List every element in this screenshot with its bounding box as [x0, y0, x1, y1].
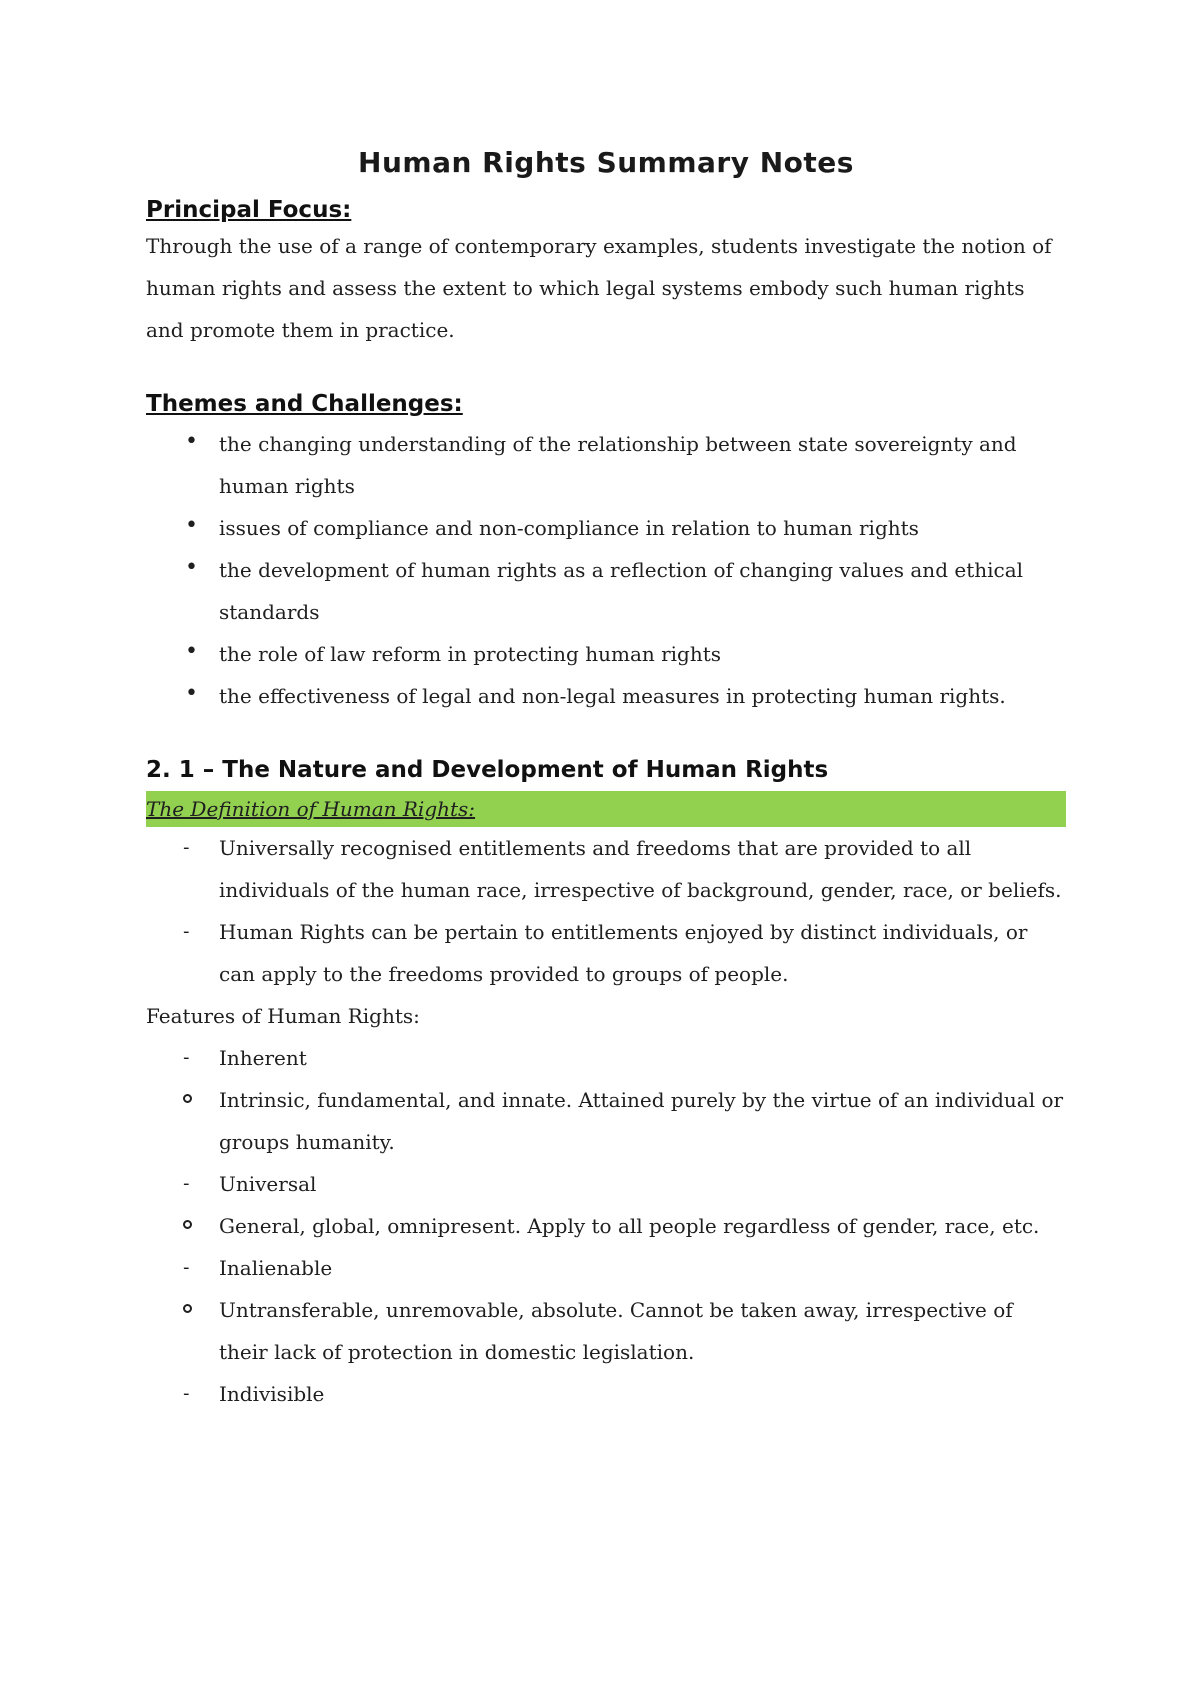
feature-item: [146, 1247, 1066, 1373]
themes-list-item: [146, 675, 1066, 717]
definition-text: Human Rights can be pertain to entitlements enjoyed by distinct individuals, or can apply to the freedoms provided to groups of people.: [219, 920, 1028, 986]
dash-icon: -: [183, 921, 190, 942]
feature-name: Universal: [219, 1172, 317, 1196]
definition-list-item: [146, 827, 1066, 911]
hollow-circle-bullet-icon: [183, 1304, 192, 1313]
dash-icon: -: [183, 1383, 190, 1404]
theme-text: the effectiveness of legal and non-legal measures in protecting human rights.: [219, 684, 1006, 708]
dash-icon: -: [183, 1257, 190, 1278]
themes-heading: Themes and Challenges:: [146, 391, 463, 417]
themes-list: [146, 423, 1066, 717]
bullet-icon: •: [185, 555, 198, 580]
feature-item: [146, 1037, 1066, 1163]
theme-text: issues of compliance and non-compliance in relation to human rights: [219, 516, 919, 540]
feature-sub-list: [146, 1205, 1066, 1247]
feature-item: [146, 1163, 1066, 1247]
theme-text: the development of human rights as a reflection of changing values and ethical standards: [219, 558, 1024, 624]
feature-detail-item: [146, 1079, 1066, 1163]
document-title: Human Rights Summary Notes: [358, 146, 854, 179]
hollow-circle-bullet-icon: [183, 1094, 192, 1103]
feature-detail: General, global, omnipresent. Apply to all people regardless of gender, race, etc.: [219, 1214, 1040, 1238]
feature-detail: Untransferable, unremovable, absolute. Cannot be taken away, irrespective of their lack of protection in domestic legislation.: [219, 1298, 1013, 1364]
features-label: Features of Human Rights:: [146, 1004, 420, 1028]
feature-detail: Intrinsic, fundamental, and innate. Attained purely by the virtue of an individual or groups humanity.: [219, 1088, 1064, 1154]
definition-text: Universally recognised entitlements and freedoms that are provided to all individuals of the human race, irrespective of background, gender, race, or beliefs.: [219, 836, 1062, 902]
feature-name: Inalienable: [219, 1256, 333, 1280]
bullet-icon: •: [185, 681, 198, 706]
dash-icon: -: [183, 1047, 190, 1068]
definition-list-item: [146, 911, 1066, 995]
document-content: [146, 140, 1066, 1415]
feature-sub-list: [146, 1079, 1066, 1163]
feature-name: Inherent: [219, 1046, 307, 1070]
dash-icon: -: [183, 1173, 190, 1194]
principal-focus-text: Through the use of a range of contemporary examples, students investigate the notion of human rights and assess the extent to which legal systems embody such human rights and promote them in practice.: [146, 234, 1052, 342]
features-list: [146, 1037, 1066, 1415]
theme-text: the role of law reform in protecting human rights: [219, 642, 722, 666]
themes-list-item: [146, 423, 1066, 507]
bullet-icon: •: [185, 429, 198, 454]
bullet-icon: •: [185, 639, 198, 664]
themes-list-item: [146, 549, 1066, 633]
definition-heading: The Definition of Human Rights:: [146, 791, 1066, 827]
theme-text: the changing understanding of the relationship between state sovereignty and human rights: [219, 432, 1017, 498]
themes-list-item: [146, 507, 1066, 549]
feature-detail-item: [146, 1289, 1066, 1373]
section-2-1-heading: 2. 1 – The Nature and Development of Human Rights: [146, 757, 829, 783]
feature-sub-list: [146, 1289, 1066, 1373]
dash-icon: -: [183, 837, 190, 858]
definition-list: [146, 827, 1066, 995]
bullet-icon: •: [185, 513, 198, 538]
feature-detail-item: [146, 1205, 1066, 1247]
hollow-circle-bullet-icon: [183, 1220, 192, 1229]
feature-item: [146, 1373, 1066, 1415]
principal-focus-heading: Principal Focus:: [146, 197, 352, 223]
feature-name: Indivisible: [219, 1382, 325, 1406]
themes-list-item: [146, 633, 1066, 675]
